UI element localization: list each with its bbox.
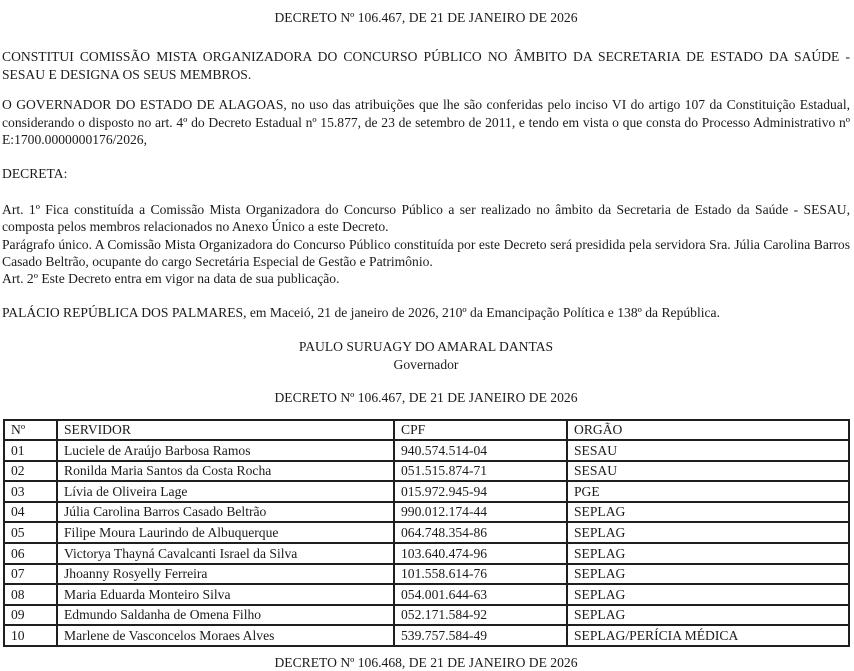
cell-numero: 09	[4, 605, 57, 626]
table-row	[4, 522, 849, 543]
table-row	[4, 461, 849, 482]
cell-cpf: 052.171.584-92	[394, 605, 567, 626]
header-numero: Nº	[4, 420, 57, 441]
cell-numero: 10	[4, 625, 57, 646]
cell-orgao: PGE	[567, 481, 849, 502]
cell-orgao: SEPLAG	[567, 522, 849, 543]
cell-orgao: SEPLAG	[567, 502, 849, 523]
cell-orgao: SEPLAG	[567, 543, 849, 564]
cell-servidor: Marlene de Vasconcelos Moraes Alves	[57, 625, 394, 646]
table-row	[4, 605, 849, 626]
cell-servidor: Júlia Carolina Barros Casado Beltrão	[57, 502, 394, 523]
cell-servidor: Lívia de Oliveira Lage	[57, 481, 394, 502]
decree-preamble: O GOVERNADOR DO ESTADO DE ALAGOAS, no uso das atribuições que lhe são conferidas pelo inciso VI do artigo 107 da Constituição Estadual, considerando o disposto no art. 4º do Decreto Estadual nº 15.877, de 23 de setembro de 2011, e tendo em vista o que consta do Processo Administrativo nº E:1700.0000000176/2026,	[2, 97, 850, 148]
cell-servidor: Luciele de Araújo Barbosa Ramos	[57, 440, 394, 461]
cell-servidor: Edmundo Saldanha de Omena Filho	[57, 605, 394, 626]
cell-numero: 02	[4, 461, 57, 482]
decree-articles	[2, 201, 850, 288]
cell-servidor: Victorya Thayná Cavalcanti Israel da Silva	[57, 543, 394, 564]
cell-orgao: SEPLAG	[567, 605, 849, 626]
table-row	[4, 625, 849, 646]
table-header-row	[4, 420, 849, 441]
cell-servidor: Jhoanny Rosyelly Ferreira	[57, 564, 394, 585]
cell-orgao: SESAU	[567, 440, 849, 461]
table-row	[4, 564, 849, 585]
paragrafo-unico: Parágrafo único. A Comissão Mista Organizadora do Concurso Público constituída por este Decreto será presidida pela servidora Sra. Júlia Carolina Barros Casado Beltrão, ocupante do cargo Secretária Especial de Gestão e Patrimônio.	[2, 236, 850, 270]
cell-cpf: 940.574.514-04	[394, 440, 567, 461]
palace-date-line: PALÁCIO REPÚBLICA DOS PALMARES, em Maceió, 21 de janeiro de 2026, 210º da Emancipação Política e 138º da República.	[2, 304, 720, 320]
header-cpf: CPF	[394, 420, 567, 441]
cell-cpf: 051.515.874-71	[394, 461, 567, 482]
table-row	[4, 584, 849, 605]
decree-ementa: CONSTITUI COMISSÃO MISTA ORGANIZADORA DO CONCURSO PÚBLICO NO ÂMBITO DA SECRETARIA DE ESTADO DA SAÚDE - SESAU E DESIGNA OS SEUS MEMBROS.	[2, 49, 850, 82]
table-row	[4, 543, 849, 564]
cell-servidor: Ronilda Maria Santos da Costa Rocha	[57, 461, 394, 482]
cell-numero: 01	[4, 440, 57, 461]
article-2: Art. 2º Este Decreto entra em vigor na data de sua publicação.	[2, 271, 340, 287]
cell-cpf: 539.757.584-49	[394, 625, 567, 646]
header-servidor: SERVIDOR	[57, 420, 394, 441]
decreta-line: DECRETA:	[2, 166, 68, 182]
cell-orgao: SESAU	[567, 461, 849, 482]
annex-decree-title: DECRETO Nº 106.467, DE 21 DE JANEIRO DE 2026	[274, 390, 578, 406]
table-row	[4, 502, 849, 523]
cell-cpf: 064.748.354-86	[394, 522, 567, 543]
cell-cpf: 015.972.945-94	[394, 481, 567, 502]
cell-numero: 03	[4, 481, 57, 502]
cell-numero: 06	[4, 543, 57, 564]
decree-title: DECRETO Nº 106.467, DE 21 DE JANEIRO DE 2026	[274, 10, 578, 25]
cell-servidor: Maria Eduarda Monteiro Silva	[57, 584, 394, 605]
cell-servidor: Filipe Moura Laurindo de Albuquerque	[57, 522, 394, 543]
table-row	[4, 440, 849, 461]
table-row	[4, 481, 849, 502]
cell-cpf: 101.558.614-76	[394, 564, 567, 585]
cell-cpf: 054.001.644-63	[394, 584, 567, 605]
cell-numero: 04	[4, 502, 57, 523]
cell-cpf: 990.012.174-44	[394, 502, 567, 523]
cell-numero: 05	[4, 522, 57, 543]
servers-table	[3, 419, 850, 648]
article-1: Art. 1º Fica constituída a Comissão Mista Organizadora do Concurso Público a ser realizado no âmbito da Secretaria de Estado da Saúde - SESAU, composta pelos membros relacionados no Anexo Único a este Decreto.	[2, 201, 850, 235]
signature-role: Governador	[393, 356, 459, 372]
cell-cpf: 103.640.474-96	[394, 543, 567, 564]
cell-orgao: SEPLAG	[567, 564, 849, 585]
header-orgao: ORGÃO	[567, 420, 849, 441]
cell-orgao: SEPLAG/PERÍCIA MÉDICA	[567, 625, 849, 646]
cell-orgao: SEPLAG	[567, 584, 849, 605]
cell-numero: 08	[4, 584, 57, 605]
next-decree-title: DECRETO Nº 106.468, DE 21 DE JANEIRO DE 2026	[274, 655, 578, 671]
signature-name: PAULO SURUAGY DO AMARAL DANTAS	[298, 339, 554, 355]
cell-numero: 07	[4, 564, 57, 585]
